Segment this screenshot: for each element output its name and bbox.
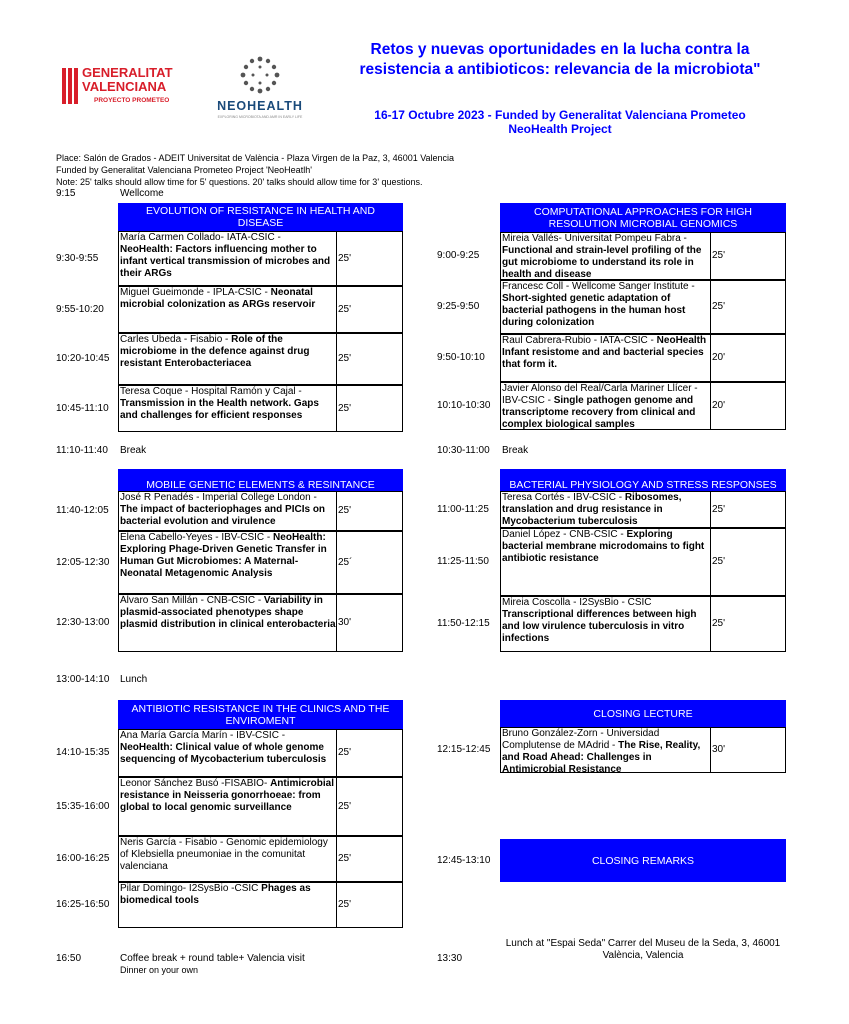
talk-time: 11:25-11:50 <box>437 556 489 567</box>
talk-speaker: Mireia Coscolla - I2SysBio - CSIC <box>502 597 652 608</box>
talk-text <box>118 231 336 286</box>
talk-time: 15:35-16:00 <box>56 800 110 812</box>
talk-duration: 25' <box>712 618 726 629</box>
talk-text <box>118 594 336 652</box>
talk-duration: 25' <box>338 853 352 864</box>
talk-text <box>118 385 336 432</box>
talk-title: Antimicrobial resistance in Neisseria gonorrhoeae: from global to local genomic surveillance <box>120 778 334 813</box>
info-funded: Funded by Generalitat Valenciana Prometeo Project 'NeoHeatlh' <box>56 165 312 175</box>
closing-remarks-time: 12:45-13:10 <box>437 855 491 866</box>
talk-speaker: Carles Úbeda - Fisabio - <box>120 334 232 345</box>
neohealth-tagline: EXPLORING MICROBIOTA AND AMR IN EARLY LIFE <box>217 115 303 119</box>
talk-text <box>500 334 710 382</box>
section-header-computational: COMPUTATIONAL APPROACHES FOR HIGH RESOLUTION MICROBIAL GENOMICS <box>500 203 786 232</box>
coffee-sub: Dinner on your own <box>120 965 199 975</box>
talk-text <box>118 882 336 928</box>
talk-title: Short-sighted genetic adaptation of bacterial pathogens in the human host during colonization <box>502 293 686 328</box>
section-header-mobile-genetic: MOBILE GENETIC ELEMENTS & RESINTANCE <box>118 469 403 491</box>
talk-title: Functional and strain-level profiling of the gut microbiome to understand its role in health and disease <box>502 245 702 280</box>
talk-time: 9:55-10:20 <box>56 303 104 315</box>
talk-duration: 25' <box>338 402 352 414</box>
talk-speaker: Daniel López - CNB-CSIC - <box>502 529 627 540</box>
talk-time: 12:05-12:30 <box>56 556 110 568</box>
lunch-label: Lunch <box>120 674 148 685</box>
welcome-time: 9:15 <box>56 188 76 199</box>
talk-text <box>500 491 710 528</box>
neohealth-name: NEOHEALTH <box>217 99 303 113</box>
lunch-time-right: 13:30 <box>437 953 463 964</box>
talk-text <box>500 596 710 652</box>
talk-title: NeoHealth Infant resistome and and bacterial species that form it. <box>502 335 707 370</box>
gva-line2: VALENCIANA <box>82 79 167 94</box>
talk-speaker: Miguel Gueimonde - IPLA-CSIC - <box>120 287 271 298</box>
talk-speaker: Teresa Coque - Hospital Ramón y Cajal - <box>120 386 302 397</box>
talk-text <box>118 531 336 594</box>
gva-line1: GENERALITAT <box>82 65 173 80</box>
break-time-right: 10:30-11:00 <box>437 445 490 456</box>
talk-text <box>500 232 710 280</box>
talk-speaker: Francesc Coll - Wellcome Sanger Institute - <box>502 281 695 292</box>
section-header-closing-lecture: CLOSING LECTURE <box>500 700 786 727</box>
talk-duration: 25' <box>712 250 726 261</box>
talk-duration: 25' <box>338 800 352 812</box>
talk-text <box>118 836 336 882</box>
talk-text <box>118 777 336 836</box>
talk-time: 11:40-12:05 <box>56 505 109 516</box>
talk-speaker: Mireia Vallés- Universitat Pompeu Fabra - <box>502 233 687 244</box>
talk-time: 16:00-16:25 <box>56 853 110 864</box>
talk-speaker: José R Penadés - Imperial College London - <box>120 492 317 503</box>
neohealth-dots-icon <box>235 55 285 95</box>
talk-duration: 25´ <box>338 556 353 568</box>
talk-speaker: Raul Cabrera-Rubio - IATA-CSIC - <box>502 335 657 346</box>
talk-title: Transcriptional differences between high and low virulence tuberculosis in vitro infections <box>502 609 697 644</box>
info-place: Place: Salón de Grados - ADEIT Universitat de València - Plaza Virgen de la Paz, 3, 46001 Valencia <box>56 153 455 163</box>
closing-remarks-label: CLOSING REMARKS <box>591 854 695 867</box>
talk-duration: 25' <box>338 505 352 516</box>
talk-speaker: Álvaro San Millán - CNB-CSIC - <box>120 595 264 606</box>
talk-speaker: Elena Cabello-Yeyes - IBV-CSIC - <box>120 532 274 543</box>
talk-duration: 25' <box>338 353 352 364</box>
talk-time: 10:10-10:30 <box>437 400 491 411</box>
gva-line3: PROYECTO PROMETEO <box>94 97 170 104</box>
talk-duration: 25' <box>712 556 726 567</box>
break-time: 11:10-11:40 <box>56 445 108 456</box>
welcome-label: Wellcome <box>120 188 164 199</box>
talk-time: 11:50-12:15 <box>437 618 490 629</box>
coffee-time: 16:50 <box>56 953 82 964</box>
break-label-right: Break <box>502 445 529 456</box>
talk-duration: 25' <box>338 252 352 264</box>
talk-text <box>500 727 710 773</box>
talk-time: 9:00-9:25 <box>437 250 480 261</box>
section-header-evolution: EVOLUTION OF RESISTANCE IN HEALTH AND DISEASE <box>118 203 403 231</box>
talk-title: Variability in plasmid-associated phenotypes shape plasmid distribution in clinical enterobacteria <box>120 595 336 630</box>
talk-duration: 25' <box>338 303 352 315</box>
talk-title: Neonatal microbial colonization as ARGs reservoir <box>120 287 316 310</box>
title-main: Retos y nuevas oportunidades en la lucha contra la resistencia a antibioticos: relevancia de la microbiota" <box>359 41 761 78</box>
talk-time: 12:15-12:45 <box>437 744 491 755</box>
talk-speaker: Ana María García Marín - IBV-CSIC - <box>120 730 286 741</box>
closing-remarks-box <box>500 839 786 882</box>
talk-time: 9:25-9:50 <box>437 301 480 312</box>
talk-speaker: Leonor Sánchez Busó -FISABIO- <box>120 778 271 789</box>
talk-duration: 20' <box>712 400 726 411</box>
talk-title: The impact of bacteriophages and PICIs on bacterial evolution and virulence <box>120 504 326 527</box>
generalitat-emblem-icon <box>60 66 80 106</box>
talk-title: NeoHealth: Exploring Phage-Driven Genetic Transfer in Human Gut Microbiomes: A Maternal-Neonatal Metagenomic Analysis <box>120 532 327 579</box>
talk-duration: 30' <box>712 744 726 755</box>
section-header-bacterial-physiology: BACTERIAL PHYSIOLOGY AND STRESS RESPONSES <box>500 469 786 491</box>
talk-duration: 25' <box>338 899 352 910</box>
talk-title: Role of the microbiome in the defence against drug resistant Enterobacteriacea <box>120 334 310 369</box>
lunch-time: 13:00-14:10 <box>56 674 110 685</box>
talk-title: Ribosomes, translation and drug resistance in Mycobacterium tuberculosis <box>502 492 682 527</box>
talk-title: Phages as biomedical tools <box>120 883 311 906</box>
talk-text <box>118 491 336 531</box>
talk-title: The Rise, Reality, and Road Ahead: Challenges in Antimicrobial Resistance <box>502 740 701 773</box>
talk-duration: 25' <box>712 301 726 312</box>
generalitat-logo <box>60 64 190 114</box>
title-sub: 16-17 Octubre 2023 - Funded by Generalitat Valenciana Prometeo NeoHealth Project <box>374 108 746 136</box>
talk-time: 16:25-16:50 <box>56 899 110 910</box>
coffee-label: Coffee break + round table+ Valencia visit <box>120 953 305 964</box>
talk-speaker: Teresa Cortés - IBV-CSIC - <box>502 492 625 503</box>
talk-time: 9:30-9:55 <box>56 252 99 264</box>
talk-duration: 25' <box>338 747 352 758</box>
neohealth-logo <box>205 55 315 125</box>
talk-time: 9:50-10:10 <box>437 352 485 363</box>
talk-text <box>118 333 336 385</box>
talk-duration: 25' <box>712 503 726 515</box>
talk-time: 10:20-10:45 <box>56 353 110 364</box>
talk-speaker: Javier Alonso del Real/Carla Mariner Llícer - IBV-CSIC - <box>502 383 698 406</box>
talk-title: Single pathogen genome and transcriptome recovery from clinical and complex biological samples <box>502 395 696 430</box>
lunch-label-right: Lunch at "Espai Seda" Carrer del Museu de la Seda, 3, 46001 València, Valencia <box>505 938 781 961</box>
talk-time: 11:00-11:25 <box>437 503 489 515</box>
talk-title: NeoHealth: Factors influencing mother to infant vertical transmission of microbes and their ARGs <box>120 244 331 279</box>
talk-duration: 20' <box>712 352 726 363</box>
talk-text <box>500 528 710 596</box>
talk-speaker: Bruno González-Zorn - Universidad Complutense de MAdrid - <box>502 728 660 751</box>
info-note: Note: 25' talks should allow time for 5' questions. 20' talks should allow time for 3' questions. <box>56 177 423 187</box>
talk-speaker: María Carmen Collado- IATA-CSIC - <box>120 232 281 243</box>
talk-text <box>500 280 710 334</box>
talk-text <box>500 382 710 430</box>
talk-duration: 30' <box>338 617 352 628</box>
break-label: Break <box>120 445 147 456</box>
talk-time: 10:45-11:10 <box>56 402 109 414</box>
talk-title: Transmission in the Health network. Gaps and challenges for efficient responses <box>120 398 319 421</box>
talk-time: 14:10-15:35 <box>56 747 110 758</box>
talk-title: Exploring bacterial membrane microdomains to fight antibiotic resistance <box>502 529 705 564</box>
talk-text <box>118 729 336 777</box>
page-title <box>345 40 775 104</box>
talk-text <box>118 286 336 333</box>
talk-title: NeoHealth: Clinical value of whole genome sequencing of Mycobacterium tuberculosis <box>120 742 327 765</box>
talk-speaker: Pilar Domingo- I2SysBio -CSIC <box>120 883 262 894</box>
talk-time: 12:30-13:00 <box>56 617 110 628</box>
section-header-clinics: ANTIBIOTIC RESISTANCE IN THE CLINICS AND THE ENVIROMENT <box>118 700 403 729</box>
talk-speaker: Neris García - Fisabio - Genomic epidemiology of Klebsiella pneumoniae in the comunitat valenciana <box>120 837 328 872</box>
